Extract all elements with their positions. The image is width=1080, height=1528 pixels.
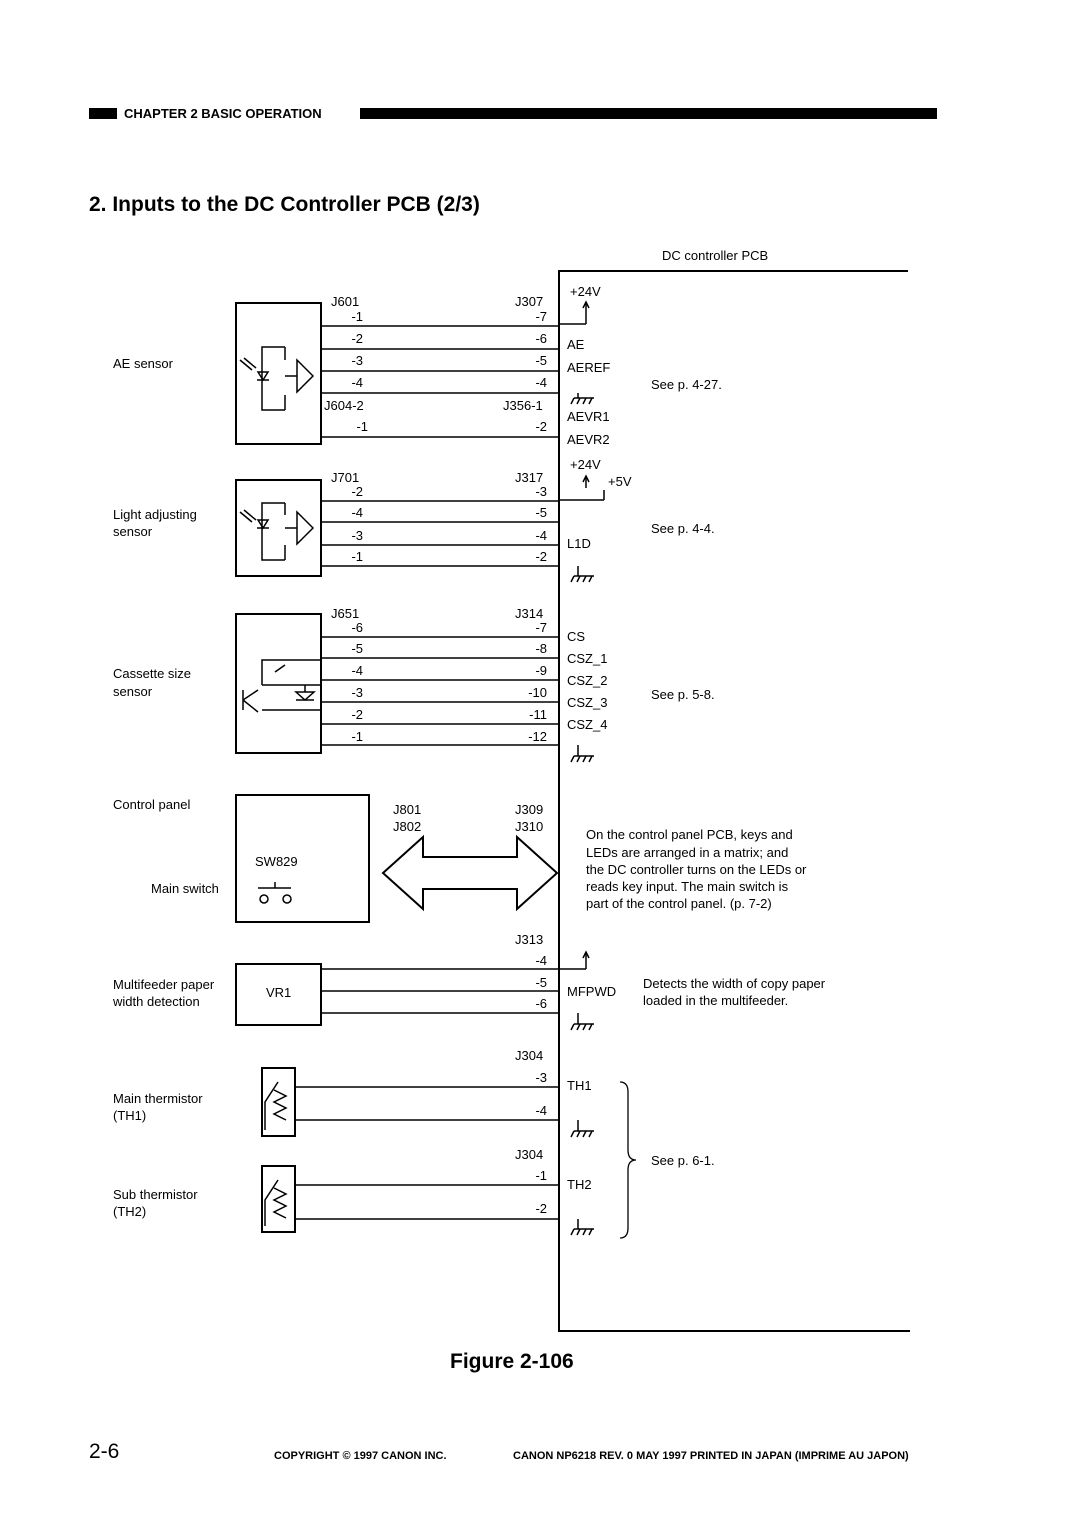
connector-j651: J651 (331, 606, 360, 621)
pin-label: -5 (535, 975, 547, 990)
panel-desc-line: LEDs are arranged in a matrix; and (586, 845, 789, 860)
signal-aevr1: AEVR1 (567, 409, 610, 424)
ae-sensor-box (236, 303, 321, 444)
figure-caption: Figure 2-106 (450, 1350, 574, 1373)
thermistor-brace (620, 1082, 636, 1238)
footer-copyright: COPYRIGHT © 1997 CANON INC. (274, 1450, 447, 1462)
signal-cs: CS (567, 629, 586, 644)
power-arrow-5v (559, 490, 604, 500)
connector-j314: J314 (515, 606, 544, 621)
ae-sensor-symbol (240, 347, 313, 410)
connector-j801: J801 (393, 802, 422, 817)
pin-label: -4 (535, 375, 547, 390)
ground-cassette (571, 745, 594, 762)
pin-label: -7 (535, 309, 547, 324)
footer-doc-info: CANON NP6218 REV. 0 MAY 1997 PRINTED IN JAPAN (IMPRIME AU JAPON) (513, 1450, 909, 1462)
pcb-outline (559, 271, 910, 1331)
pin-label: -6 (351, 620, 363, 635)
vr1-label: VR1 (266, 985, 292, 1000)
sub-thermistor-box (262, 1166, 295, 1232)
panel-bus-arrow (383, 837, 557, 909)
page-number: 2-6 (89, 1440, 120, 1463)
signal-mfpwd: MFPWD (567, 984, 617, 999)
pin-label: -7 (535, 620, 547, 635)
signal-csz2: CSZ_2 (567, 673, 608, 688)
pin-label: -5 (535, 505, 547, 520)
sw829-label: SW829 (255, 854, 298, 869)
pin-label: -2 (351, 707, 363, 722)
connector-j304-b: J304 (515, 1147, 544, 1162)
pin-label: -3 (535, 1070, 547, 1085)
power-arrow-mf (559, 952, 589, 969)
light-sensor-box (236, 480, 321, 576)
signal-ae: AE (567, 337, 585, 352)
pin-label: -2 (351, 484, 363, 499)
main-switch-label: Main switch (151, 881, 219, 896)
pin-label: -2 (535, 1201, 547, 1216)
panel-desc-line: the DC controller turns on the LEDs or (586, 862, 807, 877)
pin-label: -1 (356, 419, 368, 434)
connector-j304-a: J304 (515, 1048, 544, 1063)
multifeeder-label-2: width detection (113, 994, 200, 1009)
signal-aevr2: AEVR2 (567, 432, 610, 447)
note-see-6-1: See p. 6-1. (651, 1153, 715, 1168)
ground-th1 (571, 1120, 594, 1137)
cassette-sensor-symbol (243, 660, 320, 712)
main-thermistor-symbol (265, 1082, 278, 1130)
pin-label: -3 (535, 484, 547, 499)
signal-csz4: CSZ_4 (567, 717, 608, 732)
main-thermistor-box (262, 1068, 295, 1136)
sub-thermistor-label-1: Sub thermistor (113, 1187, 198, 1202)
pin-label: -4 (535, 1103, 547, 1118)
pin-label: -2 (535, 549, 547, 564)
panel-desc-line: On the control panel PCB, keys and (586, 827, 793, 842)
main-thermistor-label-1: Main thermistor (113, 1091, 203, 1106)
note-see-5-8: See p. 5-8. (651, 687, 715, 702)
pin-label: -1 (535, 1168, 547, 1183)
panel-desc-line: reads key input. The main switch is (586, 879, 789, 894)
connector-j310: J310 (515, 819, 544, 834)
mf-desc-line: loaded in the multifeeder. (643, 993, 789, 1008)
cassette-sensor-label-1: Cassette size (113, 666, 192, 681)
light-sensor-symbol (240, 503, 313, 560)
signal-csz1: CSZ_1 (567, 651, 608, 666)
page-title: 2. Inputs to the DC Controller PCB (2/3) (89, 193, 480, 216)
pin-label: -4 (351, 505, 363, 520)
connector-j307: J307 (515, 294, 544, 309)
signal-th2: TH2 (567, 1177, 592, 1192)
connector-j309: J309 (515, 802, 544, 817)
control-panel-label: Control panel (113, 797, 191, 812)
pin-label: -2 (351, 331, 363, 346)
multifeeder-label-1: Multifeeder paper (113, 977, 215, 992)
pin-label: -1 (351, 309, 363, 324)
pin-label: -3 (351, 685, 363, 700)
power-arrow-24v-a (559, 302, 589, 324)
main-thermistor-label-2: (TH1) (113, 1108, 147, 1123)
panel-desc-line: part of the control panel. (p. 7-2) (586, 896, 772, 911)
ground-th2 (571, 1219, 594, 1235)
pin-label: -2 (535, 419, 547, 434)
pin-label: -1 (351, 549, 363, 564)
connector-j601: J601 (331, 294, 360, 309)
pin-label: -11 (529, 707, 547, 722)
pin-label: -10 (528, 685, 547, 700)
signal-aeref: AEREF (567, 360, 611, 375)
connector-j701: J701 (331, 470, 360, 485)
signal-l1d: L1D (567, 536, 591, 551)
chapter-heading: CHAPTER 2 BASIC OPERATION (124, 106, 322, 121)
connector-j356: J356-1 (503, 398, 543, 413)
light-sensor-label-2: sensor (113, 524, 153, 539)
pin-label: -8 (535, 641, 547, 656)
ae-sensor-label: AE sensor (113, 356, 173, 371)
pin-label: -6 (535, 331, 547, 346)
connector-j802: J802 (393, 819, 422, 834)
pin-label: -3 (351, 528, 363, 543)
connector-j313: J313 (515, 932, 544, 947)
ground-light (571, 566, 594, 582)
mf-desc-line: Detects the width of copy paper (643, 976, 826, 991)
signal-24v-a: +24V (570, 284, 601, 299)
cassette-sensor-label-2: sensor (113, 684, 153, 699)
pin-label: -12 (528, 729, 547, 744)
sub-thermistor-label-2: (TH2) (113, 1204, 147, 1219)
sub-thermistor-symbol (265, 1180, 278, 1226)
signal-csz3: CSZ_3 (567, 695, 608, 710)
pin-label: -1 (351, 729, 363, 744)
ground-ae (571, 393, 594, 404)
pin-label: -4 (351, 663, 363, 678)
cassette-sensor-box (236, 614, 321, 753)
signal-5v: +5V (608, 474, 632, 489)
pin-label: -5 (535, 353, 547, 368)
signal-th1: TH1 (567, 1078, 592, 1093)
light-sensor-label-1: Light adjusting (113, 507, 197, 522)
pin-label: -5 (351, 641, 363, 656)
main-switch-symbol (258, 882, 291, 903)
pin-label: -3 (351, 353, 363, 368)
signal-24v-b: +24V (570, 457, 601, 472)
pin-label: -4 (535, 953, 547, 968)
pcb-label: DC controller PCB (662, 248, 769, 263)
connector-j604: J604-2 (324, 398, 364, 413)
pin-label: -6 (535, 996, 547, 1011)
note-see-4-27: See p. 4-27. (651, 377, 722, 392)
connector-j317: J317 (515, 470, 544, 485)
pin-label: -9 (535, 663, 547, 678)
note-see-4-4: See p. 4-4. (651, 521, 715, 536)
power-arrow-24v-b (583, 476, 589, 488)
pin-label: -4 (351, 375, 363, 390)
ground-mf (571, 1013, 594, 1030)
pin-label: -4 (535, 528, 547, 543)
